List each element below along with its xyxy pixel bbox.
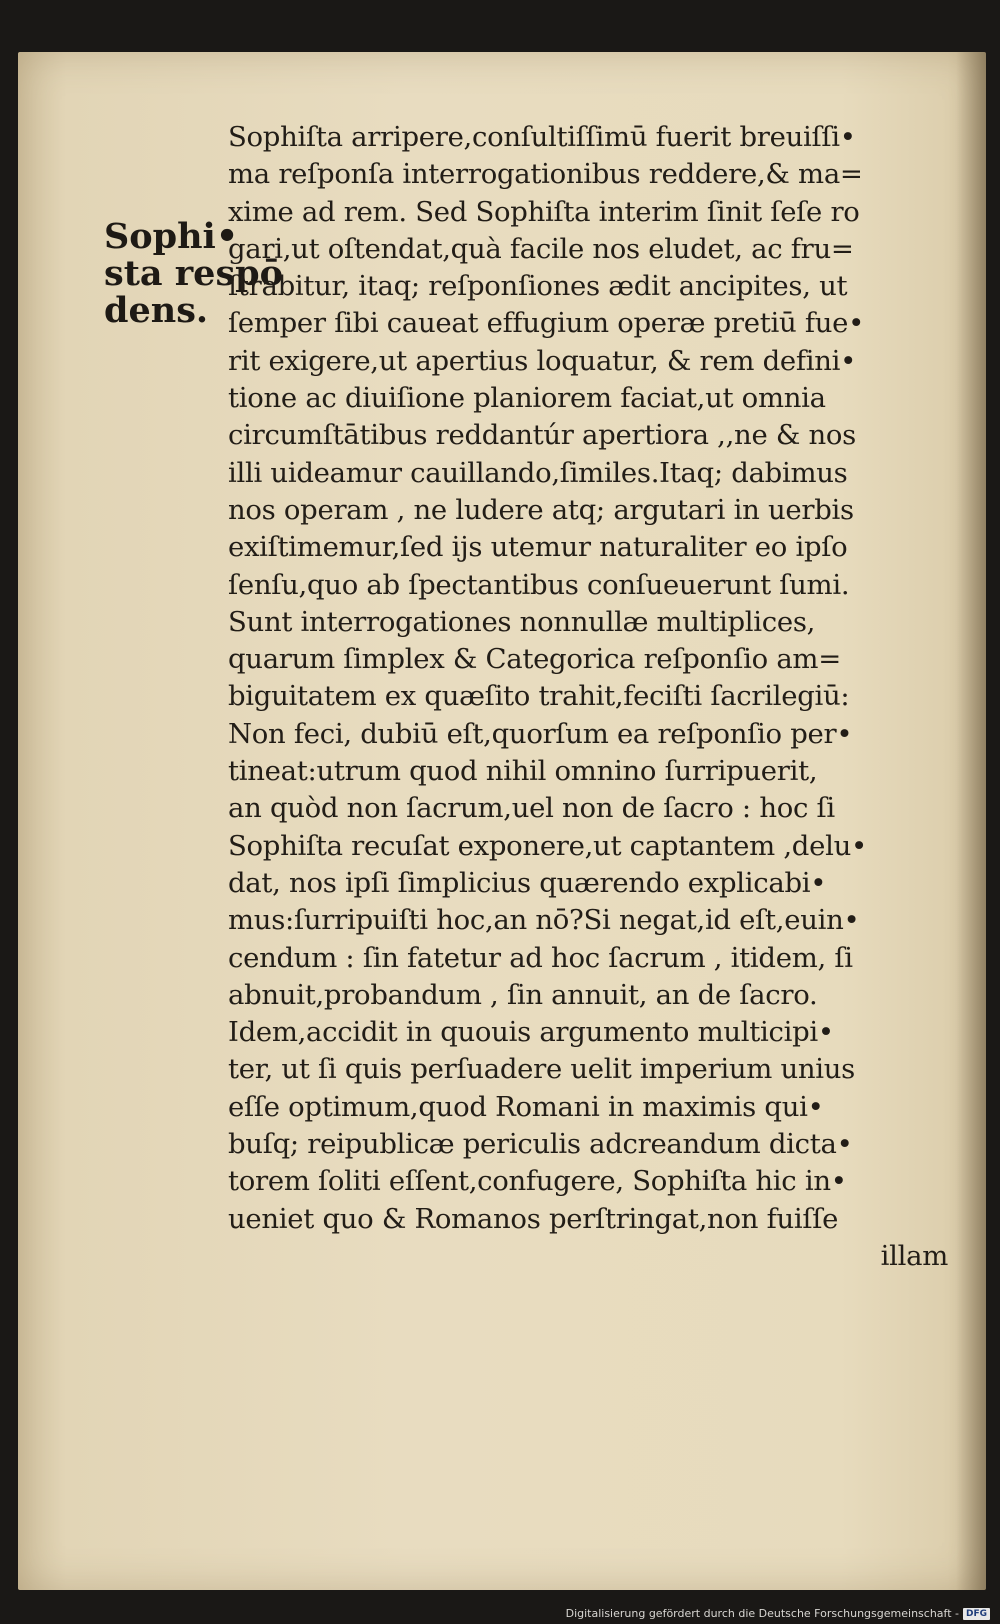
text-line: Idem,accidit in quouis argumento multicipi•	[228, 1016, 834, 1049]
text-line: rit exigere,ut apertius loquatur, & rem defini•	[228, 344, 857, 377]
footer-credit-text: Digitalisierung gefördert durch die Deutsche Forschungsgemeinschaft -	[565, 1607, 959, 1620]
text-line: Sunt interrogationes nonnullæ multiplices,	[228, 605, 816, 638]
margin-note-line: sta respō	[104, 253, 283, 294]
margin-note-line: dens.	[104, 290, 209, 331]
text-line: gari,ut oſtendat,quà facile nos eludet, ac fru=	[228, 232, 854, 265]
margin-note-line: Sophi•	[104, 216, 239, 257]
text-line: abnuit,probandum , ſin annuit, an de ſacro.	[228, 978, 818, 1011]
text-line: ter, ut ſi quis perſuadere uelit imperium unius	[228, 1053, 855, 1086]
text-line: circumſtātibus reddantúr apertiora ,,ne & nos	[228, 419, 856, 452]
text-line: nos operam , ne ludere atq; argutari in uerbis	[228, 493, 854, 526]
text-line: Sophiſta arripere,conſultiſſimū fuerit breuiſſi•	[228, 121, 856, 153]
text-line: eſſe optimum,quod Romani in maximis qui•	[228, 1090, 824, 1123]
text-line: ſtrabitur, itaq; reſponſiones ædit ancipites, ut	[228, 270, 848, 303]
text-line: Non feci, dubiū eſt,quorſum ea reſponſio per•	[228, 717, 853, 750]
text-line: ſemper ſibi caueat effugium operæ pretiū fue•	[228, 307, 865, 340]
text-line: tineat:utrum quod nihil omnino ſurripuerit,	[228, 755, 818, 788]
text-line: ſenſu,quo ab ſpectantibus conſueuerunt ſumi.	[228, 568, 850, 601]
text-line: biguitatem ex quæſito trahit,feciſti ſacrilegiū:	[228, 680, 850, 713]
text-line: ma reſponſa interrogationibus reddere,& ma=	[228, 158, 863, 191]
book-page	[18, 52, 986, 1590]
text-line: an quòd non ſacrum,uel non de ſacro : hoc ſi	[228, 792, 835, 825]
digitization-footer	[566, 1607, 990, 1620]
catchword: illam	[880, 1239, 948, 1272]
dfg-logo-icon: DFG	[963, 1608, 990, 1620]
text-line: Sophiſta recuſat exponere,ut captantem ,delu•	[228, 829, 867, 862]
margin-note	[104, 216, 283, 331]
page-body-text	[228, 119, 968, 1275]
text-line: quarum ſimplex & Categorica reſponſio am=	[228, 643, 841, 676]
text-line: dat, nos ipſi ſimplicius quærendo explicabi•	[228, 866, 827, 899]
text-line: illi uideamur cauillando,ſimiles.Itaq; dabimus	[228, 456, 848, 489]
text-line: buſq; reipublicæ periculis adcreandum dicta•	[228, 1128, 853, 1161]
text-line: cendum : ſin fatetur ad hoc ſacrum , itidem, ſi	[228, 941, 853, 974]
text-line: exiſtimemur,ſed ijs utemur naturaliter eo ipſo	[228, 531, 848, 564]
text-line: ueniet quo & Romanos perſtringat,non fuiſſe	[228, 1202, 839, 1235]
text-line: xime ad rem. Sed Sophiſta interim ſinit ſeſe ro	[228, 195, 860, 228]
text-line: torem ſoliti eſſent,confugere, Sophiſta hic in•	[228, 1165, 847, 1198]
text-line: mus:ſurripuiſti hoc,an nō?Si negat,id eſt,euin•	[228, 904, 860, 937]
text-line: tione ac diuiſione planiorem faciat,ut omnia	[228, 382, 826, 415]
